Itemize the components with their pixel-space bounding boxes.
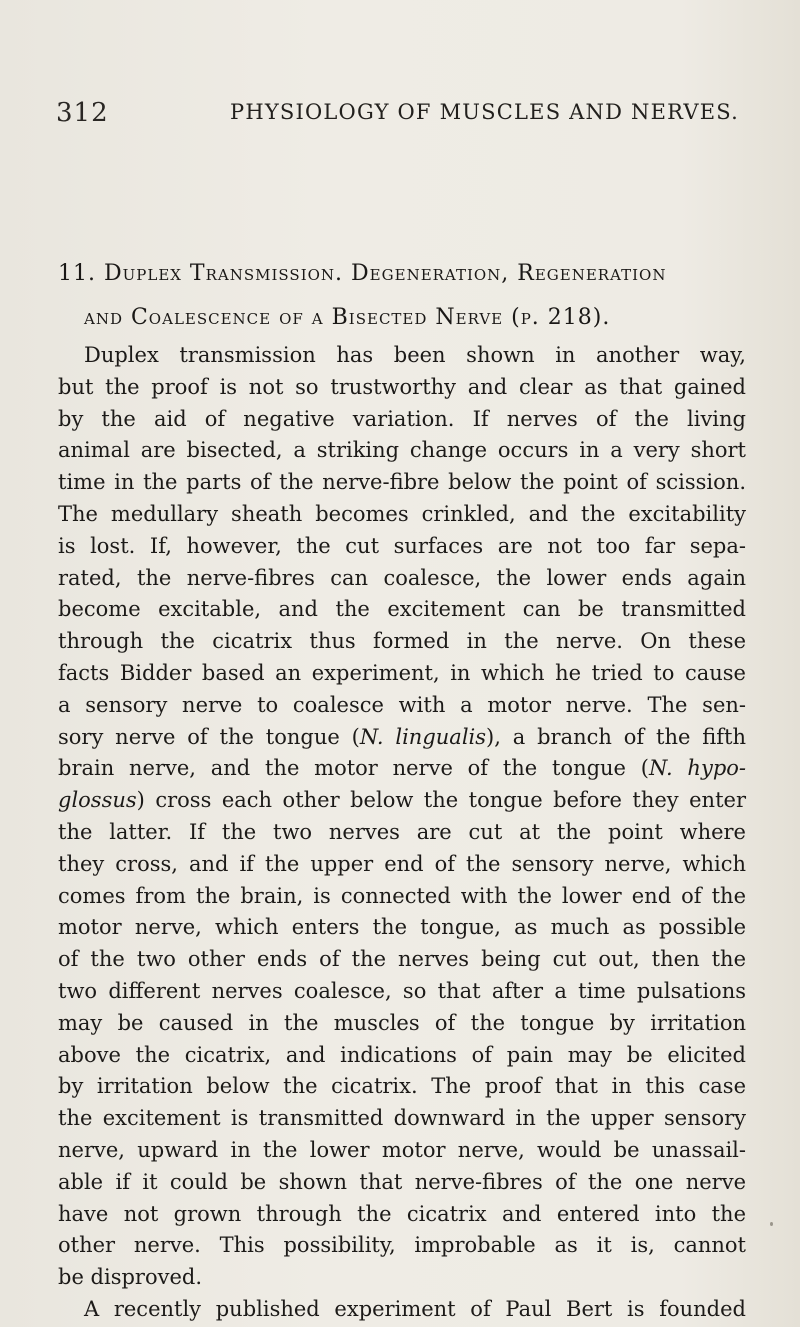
- italic-term: N. lingualis: [359, 724, 487, 749]
- text-line: A recently published experiment of Paul Bert is founded: [84, 1296, 746, 1321]
- text-line: of the two other ends of the nerves being cut out, then the: [58, 947, 746, 972]
- text-fragment: sory nerve of the tongue (: [58, 724, 360, 749]
- text-line: able if it could be shown that nerve-fibres of the one nerve: [58, 1169, 746, 1194]
- text-line: rated, the nerve-fibres can coalesce, the lower ends again: [58, 565, 746, 590]
- text-line: but the proof is not so trustworthy and clear as that gained: [58, 374, 746, 399]
- text-line: by irritation below the cicatrix. The proof that in this case: [58, 1074, 746, 1099]
- text-line: [58, 785, 746, 817]
- paper-speck: [770, 1222, 773, 1226]
- text-line: facts Bidder based an experiment, in which he tried to cause: [58, 660, 746, 685]
- text-line: may be caused in the muscles of the tongue by irritation: [58, 1010, 746, 1035]
- italic-term: glossus: [58, 788, 137, 813]
- text-line: they cross, and if the upper end of the sensory nerve, which: [58, 851, 746, 876]
- running-title: PHYSIOLOGY OF MUSCLES AND NERVES.: [230, 100, 739, 124]
- text-line: have not grown through the cicatrix and entered into the: [58, 1201, 746, 1226]
- text-line: motor nerve, which enters the tongue, as much as possible: [58, 915, 746, 940]
- running-head: [56, 98, 746, 132]
- text-line: time in the parts of the nerve-fibre below the point of scission.: [58, 470, 746, 495]
- text-line: [58, 753, 746, 785]
- text-line: become excitable, and the excitement can be transmitted: [58, 597, 746, 622]
- text-fragment: ) cross each other below the tongue before they enter: [136, 788, 746, 813]
- text-line: through the cicatrix thus formed in the nerve. On these: [58, 629, 746, 654]
- section-heading-line-2: and Coalescence of a Bisected Nerve (p. 218).: [84, 305, 611, 330]
- text-line: [58, 722, 746, 754]
- text-line: by the aid of negative variation. If nerves of the living: [58, 406, 746, 431]
- text-line: two different nerves coalesce, so that after a time pulsations: [58, 978, 746, 1003]
- text-line: be disproved.: [58, 1265, 203, 1290]
- section-heading: [58, 252, 748, 340]
- text-fragment: brain nerve, and the motor nerve of the tongue (: [58, 756, 649, 781]
- section-heading-line-1: 11. Duplex Transmission. Degeneration, Regeneration: [58, 261, 667, 286]
- text-line: other nerve. This possibility, improbable as it is, cannot: [58, 1233, 746, 1258]
- text-line: a sensory nerve to coalesce with a motor nerve. The sen-: [58, 692, 746, 717]
- text-fragment: ), a branch of the fifth: [486, 724, 747, 749]
- page-number: 312: [56, 98, 109, 128]
- text-line: Duplex transmission has been shown in another way,: [84, 343, 746, 367]
- text-line: animal are bisected, a striking change occurs in a very short: [58, 438, 746, 463]
- text-line: the excitement is transmitted downward in the upper sensory: [58, 1106, 746, 1131]
- text-line: above the cicatrix, and indications of pain may be elicited: [58, 1042, 746, 1067]
- body-text: [58, 340, 746, 1326]
- italic-term: N. hypo-: [648, 756, 746, 781]
- text-line: nerve, upward in the lower motor nerve, would be unassail-: [58, 1137, 746, 1162]
- text-line: comes from the brain, is connected with the lower end of the: [58, 883, 746, 908]
- text-line: is lost. If, however, the cut surfaces are not too far sepa-: [58, 533, 746, 558]
- text-line: the latter. If the two nerves are cut at the point where: [58, 819, 746, 844]
- text-line: The medullary sheath becomes crinkled, and the excitability: [58, 501, 746, 526]
